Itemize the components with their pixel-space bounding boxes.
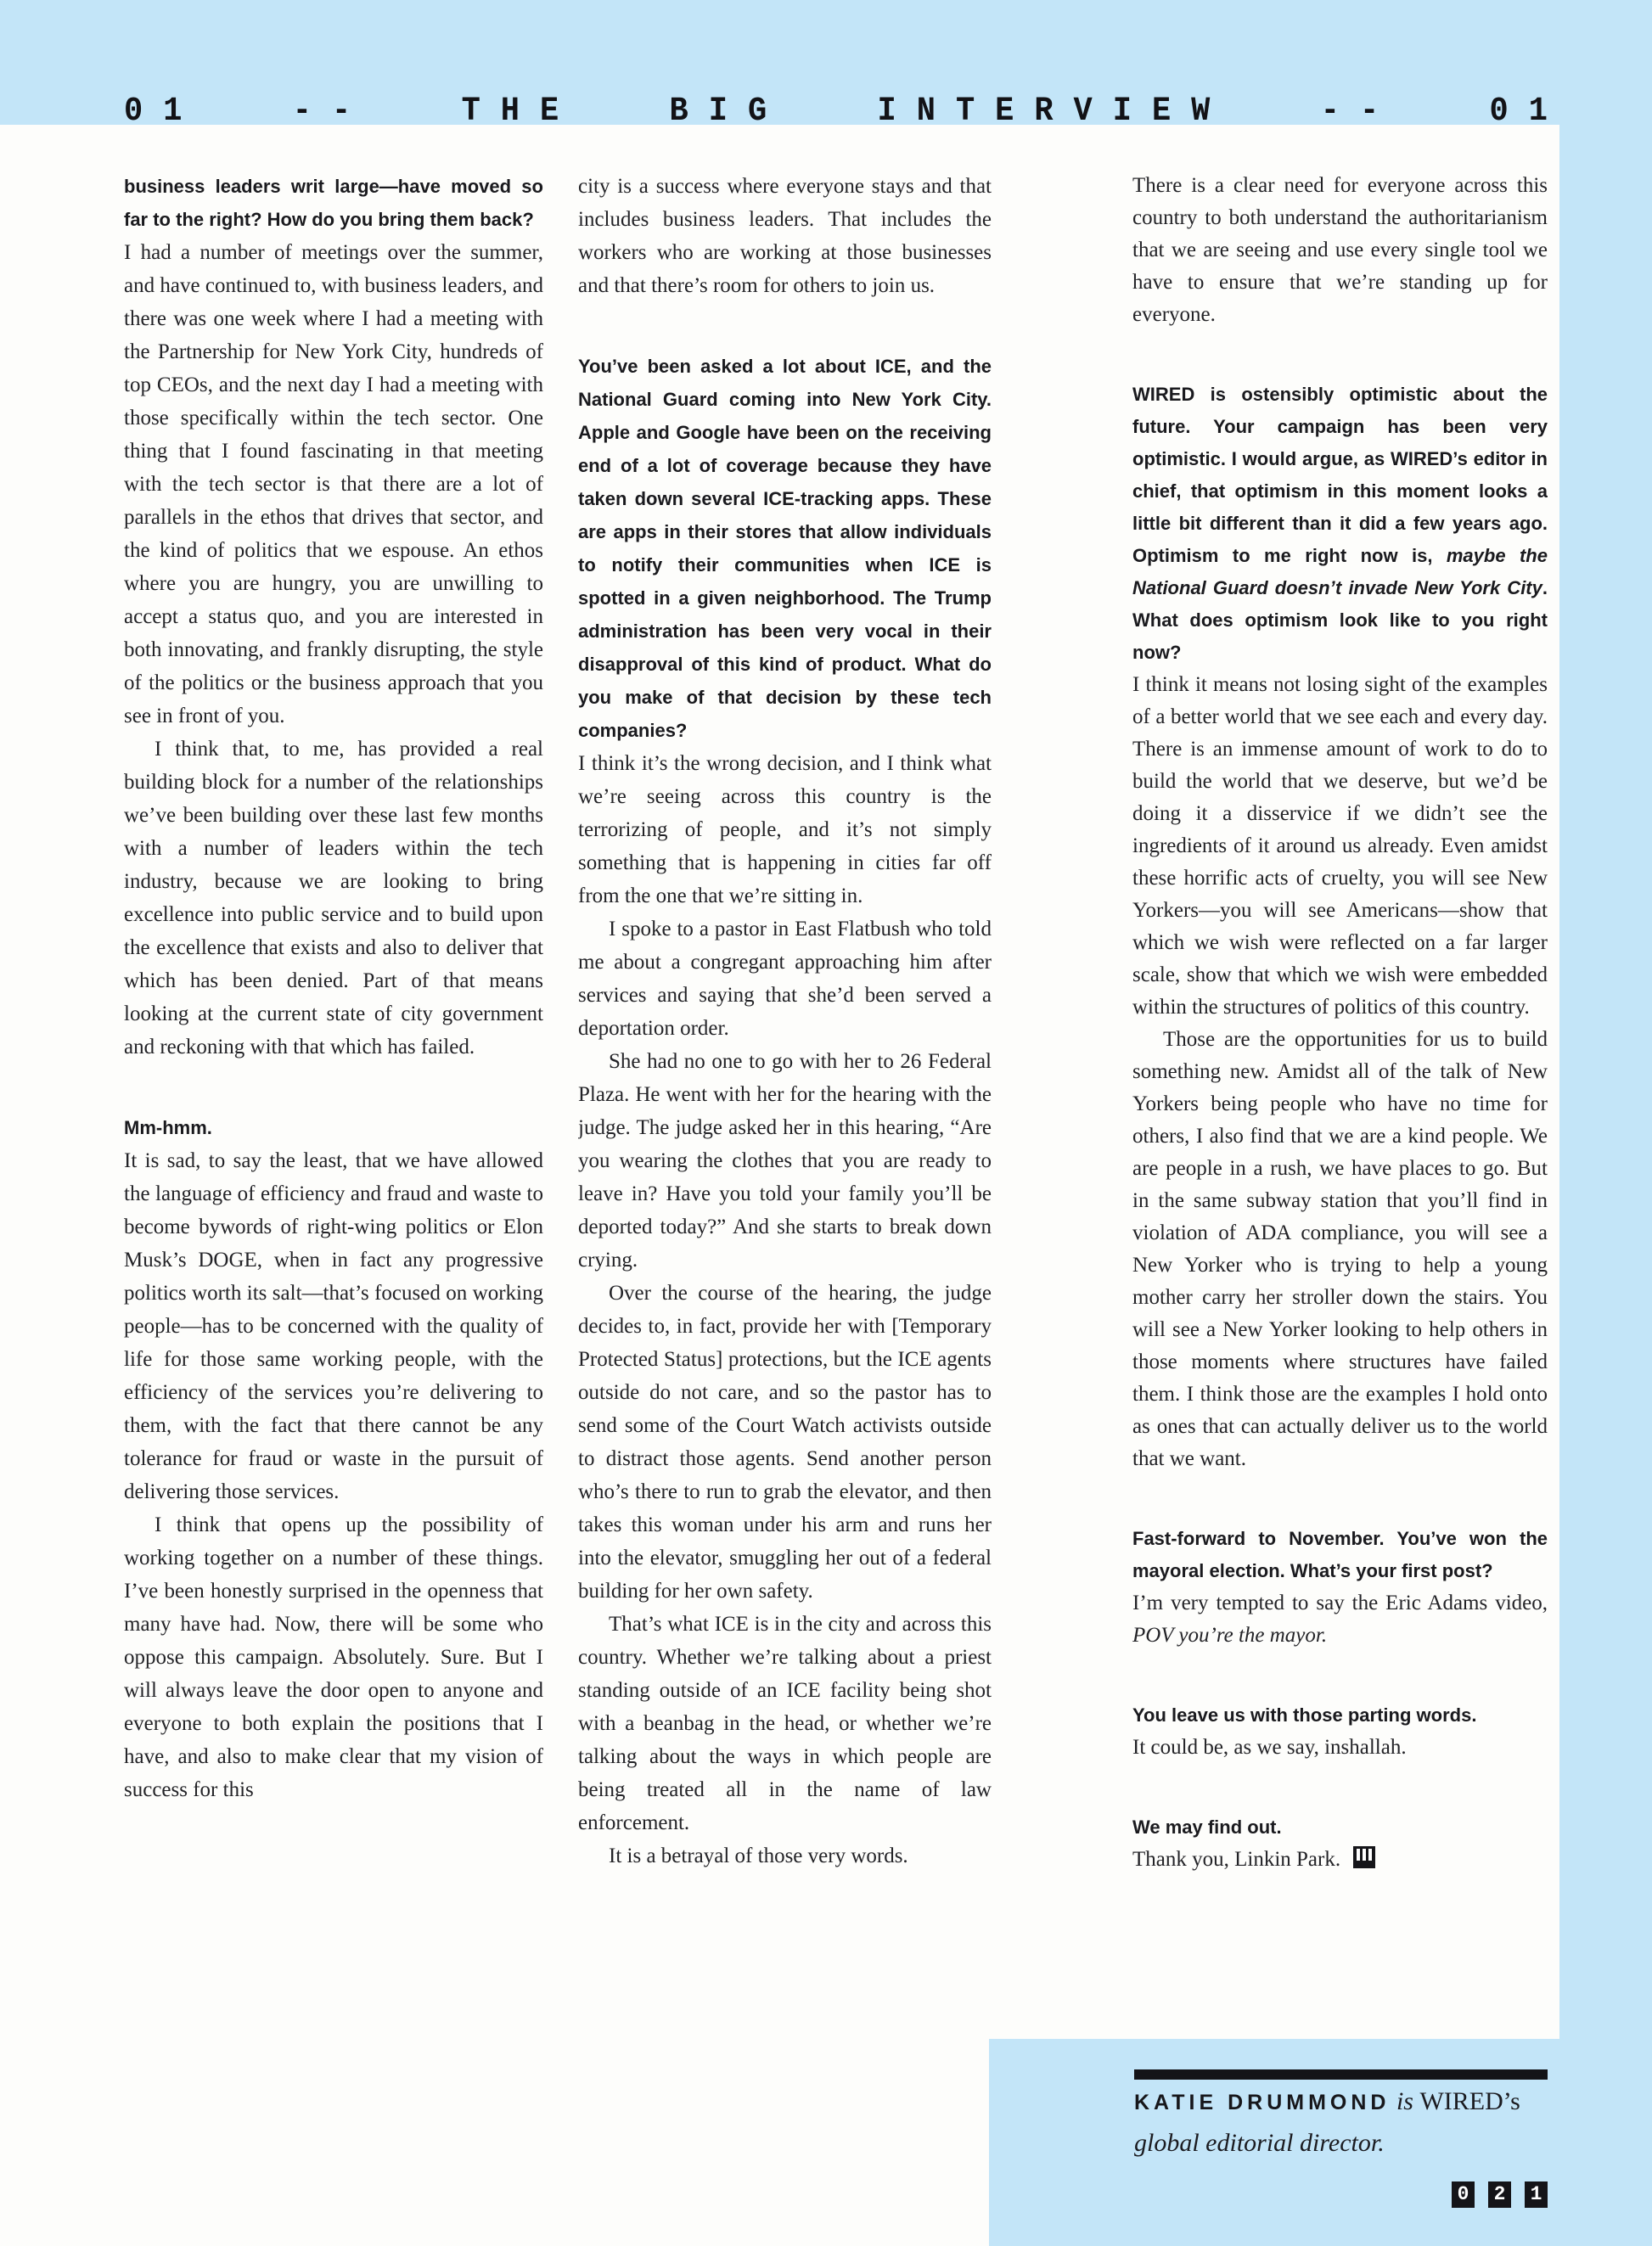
interview-answer: city is a success where everyone stays and that includes business leaders. That includes the workers who are working at those businesses and that there’s room for others to join us. — [578, 175, 992, 297]
footer-rule — [1134, 2069, 1548, 2080]
interview-answer: I think that, to me, has provided a real building block for a number of the relationships we’ve been building over these last few months with a number of leaders within the tech industry, because we are looking to bring excellence into public service and to build upon the excellence that exists and also to deliver that which has been denied. Part of that means looking at the current state of city government and reckoning with that which has failed. — [124, 738, 543, 1058]
interview-question: Mm-hmm. — [124, 1117, 212, 1138]
interview-question: You leave us with those parting words. — [1132, 1704, 1477, 1726]
interview-answer: It is a betrayal of those very words. — [609, 1845, 908, 1867]
header-token: -- — [1320, 92, 1400, 132]
section-header — [124, 0, 1568, 132]
interview-answer: I’m very tempted to say the Eric Adams video, POV you’re the mayor. — [1132, 1592, 1548, 1647]
interview-answer: I think it’s the wrong decision, and I think what we’re seeing across this country is the terrorizing of people, and it’s not simply something that is happening in cities far off from the one that we’re sitting in. — [578, 752, 992, 907]
interview-answer: There is a clear need for everyone across this country to both understand the authoritarianism that we are seeing and use every single tool we have to ensure that we’re standing up for everyone. — [1132, 174, 1548, 326]
header-token: 01 — [124, 92, 203, 132]
column-1 — [124, 170, 543, 2246]
page-number-digit: 0 — [1452, 2181, 1475, 2208]
interview-answer: Thank you, Linkin Park. — [1132, 1844, 1548, 1876]
interview-question: Fast-forward to November. You’ve won the mayoral election. What’s your first post? — [1132, 1528, 1548, 1581]
interview-answer: It is sad, to say the least, that we have allowed the language of efficiency and fraud and waste to become bywords of right-wing politics or Elon Musk’s DOGE, when in fact any progressive politics worth its salt—that’s focused on working people—has to be concerned with the quality of life for those same working people, with the efficiency of the services you’re delivering to them, with the fact that there cannot be any tolerance for fraud or waste in the pursuit of delivering those services. — [124, 1149, 543, 1503]
header-token: INTERVIEW — [877, 92, 1231, 132]
interview-answer: It could be, as we say, inshallah. — [1132, 1736, 1407, 1759]
page-number-digit: 2 — [1488, 2181, 1511, 2208]
column-2 — [578, 170, 992, 2246]
header-token: BIG — [669, 92, 788, 132]
wired-endmark-icon — [1353, 1846, 1375, 1868]
contributor-name: KATIE DRUMMOND — [1134, 2091, 1391, 2114]
interview-question: business leaders writ large—have moved so far to the right? How do you bring them back? — [124, 176, 543, 230]
interview-question: We may find out. — [1132, 1816, 1282, 1838]
interview-answer: I had a number of meetings over the summer, and have continued to, with business leaders, and there was one week where I had a meeting with the Partnership for New York City, hundreds of top CEOs, and the next day I had a meeting with those specifically within the tech sector. One thing that I found fascinating in that meeting with the tech sector is that there are a lot of parallels in the ethos that drives that sector, and the kind of politics that we espouse. An ethos where you are hungry, you are unwilling to accept a status quo, and you are interested in both innovating, and frankly disrupting, the style of the politics or the business approach that you see in front of you. — [124, 241, 543, 727]
contributor-bio — [1134, 2081, 1563, 2163]
header-token: 01 — [1489, 92, 1568, 132]
interview-answer: That’s what ICE is in the city and across this country. Whether we’re talking about a priest standing outside of an ICE facility being shot with a beanbag in the head, or whether we’re talking about the ways in which people are being treated all in the name of law enforcement. — [578, 1613, 992, 1834]
column-3 — [1132, 170, 1548, 2039]
interview-answer: Those are the opportunities for us to build something new. Amidst all of the talk of New Yorkers being people who have no time for others, I also find that we are a kind people. We are people in a rush, we have places to go. But in the same subway station that you’ll find in violation of ADA compliance, you will see a New Yorker who is trying to help a young mother carry her stroller down the stairs. You will see a New Yorker looking to help others in those moments where structures have failed them. I think those are the examples I hold onto as ones that can actually deliver us to the world that we want. — [1132, 1028, 1548, 1470]
header-token: -- — [292, 92, 372, 132]
page-number — [1134, 2181, 1548, 2208]
interview-answer: I think it means not losing sight of the examples of a better world that we see each and every day. There is an immense amount of work to do to build the world that we deserve, but we’d be doing it a disservice if we didn’t see the ingredients of it around us already. Even amidst these horrific acts of cruelty, you will see New Yorkers—you will see Americans—show that which we wish were reflected on a far larger scale, show that which we wish were embedded within the structures of politics of this country. — [1132, 673, 1548, 1019]
page-number-digit: 1 — [1525, 2181, 1548, 2208]
interview-answer: I think that opens up the possibility of working together on a number of these things. I’ve been honestly surprised in the openness that many have had. Now, there will be some who oppose this campaign. Absolutely. Sure. But I will always leave the door open to anyone and everyone to both explain the positions that I have, and also to make clear that my vision of success for this — [124, 1513, 543, 1801]
contributor-bio-text: is WIRED’s global editorial director. — [1134, 2087, 1520, 2157]
interview-question: You’ve been asked a lot about ICE, and the National Guard coming into New York City. Apple and Google have been on the receiving end of a lot of coverage because they have taken down several ICE-tracking apps. These are apps in their stores that allow individuals to notify their communities when ICE is spotted in a given neighborhood. The Trump administration has been very vocal in their disapproval of this kind of product. What do you make of that decision by these tech companies? — [578, 356, 992, 741]
contributor-block — [989, 2039, 1652, 2246]
interview-answer: I spoke to a pastor in East Flatbush who told me about a congregant approaching him after services and saying that she’d been served a deportation order. — [578, 918, 992, 1040]
interview-answer: She had no one to go with her to 26 Federal Plaza. He went with her for the hearing with the judge. The judge asked her in this hearing, “Are you wearing the clothes that you are ready to leave in? Have you told your family you’ll be deported today?” And she starts to break down crying. — [578, 1050, 992, 1272]
header-token: THE — [461, 92, 580, 132]
interview-question: WIRED is ostensibly optimistic about the future. Your campaign has been very optimistic. I would argue, as WIRED’s editor in chief, that optimism in this moment looks a little bit different than it did a few years ago. Optimism to me right now is, maybe the National Guard doesn’t invade New York City. What does optimism look like to you right now? — [1132, 384, 1548, 663]
interview-answer: Over the course of the hearing, the judge decides to, in fact, provide her with [Temporary Protected Status] protections, but the ICE agents outside do not care, and so the pastor has to send some of the Court Watch activists outside to distract those agents. Send another person who’s there to run to grab the elevator, and then takes this woman under his arm and runs her into the elevator, smuggling her out of a federal building for her own safety. — [578, 1282, 992, 1603]
